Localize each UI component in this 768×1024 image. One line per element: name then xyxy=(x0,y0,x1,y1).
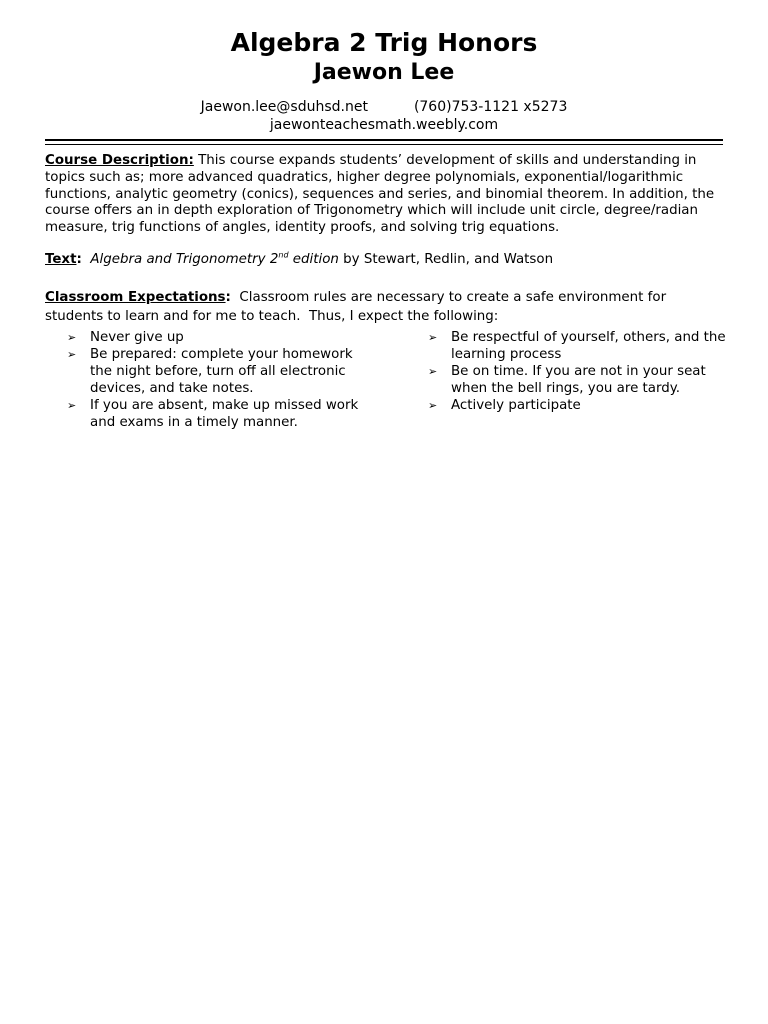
list-item-text: Never give up xyxy=(90,330,184,345)
expectations-heading-colon: : xyxy=(225,290,231,305)
course-title: Algebra 2 Trig Honors xyxy=(230,28,538,57)
list-item-text: If you are absent, make up missed work and exams in a timely manner. xyxy=(90,398,359,430)
textbook-section xyxy=(45,252,723,269)
expectations-intro: Classroom rules are necessary to create a safe environment for students to learn and for me to teach. Thus, I expect the following: xyxy=(45,290,671,324)
arrow-bullet-icon: ➢ xyxy=(67,331,77,344)
textbook-authors: by Stewart, Redlin, and Watson xyxy=(338,252,554,267)
textbook-edition-word: edition xyxy=(288,252,339,267)
textbook-title xyxy=(90,252,339,267)
course-description-heading: Course Description: xyxy=(45,153,194,168)
list-item xyxy=(67,397,367,431)
teacher-website: jaewonteachesmath.weebly.com xyxy=(269,117,499,133)
textbook-title-text: Algebra and Trigonometry 2 xyxy=(90,252,279,267)
list-item-text: Be on time. If you are not in your seat when the bell rings, you are tardy. xyxy=(451,364,706,396)
arrow-bullet-icon: ➢ xyxy=(428,399,438,412)
list-item-text: Be respectful of yourself, others, and the learning process xyxy=(451,330,726,362)
expectations-list-left xyxy=(67,329,367,431)
arrow-bullet-icon: ➢ xyxy=(428,331,438,344)
arrow-bullet-icon: ➢ xyxy=(67,348,77,361)
arrow-bullet-icon: ➢ xyxy=(428,365,438,378)
list-item xyxy=(428,397,728,414)
header-divider-top xyxy=(45,139,723,141)
teacher-email: Jaewon.lee@sduhsd.net xyxy=(200,99,368,115)
list-item xyxy=(67,346,367,397)
expectations-heading: Classroom Expectations xyxy=(45,290,226,305)
list-item-text: Actively participate xyxy=(451,398,581,413)
arrow-bullet-icon: ➢ xyxy=(67,399,77,412)
textbook-edition-ordinal: nd xyxy=(278,250,289,260)
list-item xyxy=(428,363,728,397)
list-item xyxy=(67,329,367,346)
course-description-body: This course expands students’ development of skills and understanding in topics such as; more advanced quadratics, higher degree polynomials, exponential/logarithmic functions, analytic geometry (conics), sequences and series, and binomial theorem. In addition, the course offers an in depth exploration of Trigonometry which will include unit circle, degree/radian measure, trig functions of angles, identity proofs, and solving trig equations. xyxy=(45,153,715,236)
contact-line xyxy=(0,98,768,116)
textbook-heading-colon: : xyxy=(76,252,82,267)
list-item xyxy=(428,329,728,363)
teacher-name: Jaewon Lee xyxy=(313,60,455,85)
course-description-section xyxy=(45,153,723,237)
teacher-phone: (760)753-1121 x5273 xyxy=(413,99,568,115)
expectations-section xyxy=(45,288,723,326)
header-divider-bottom xyxy=(45,144,723,145)
expectations-list-right xyxy=(428,329,728,414)
textbook-heading: Text xyxy=(45,252,77,267)
list-item-text: Be prepared: complete your homework the night before, turn off all electronic devices, and take notes. xyxy=(90,347,353,396)
